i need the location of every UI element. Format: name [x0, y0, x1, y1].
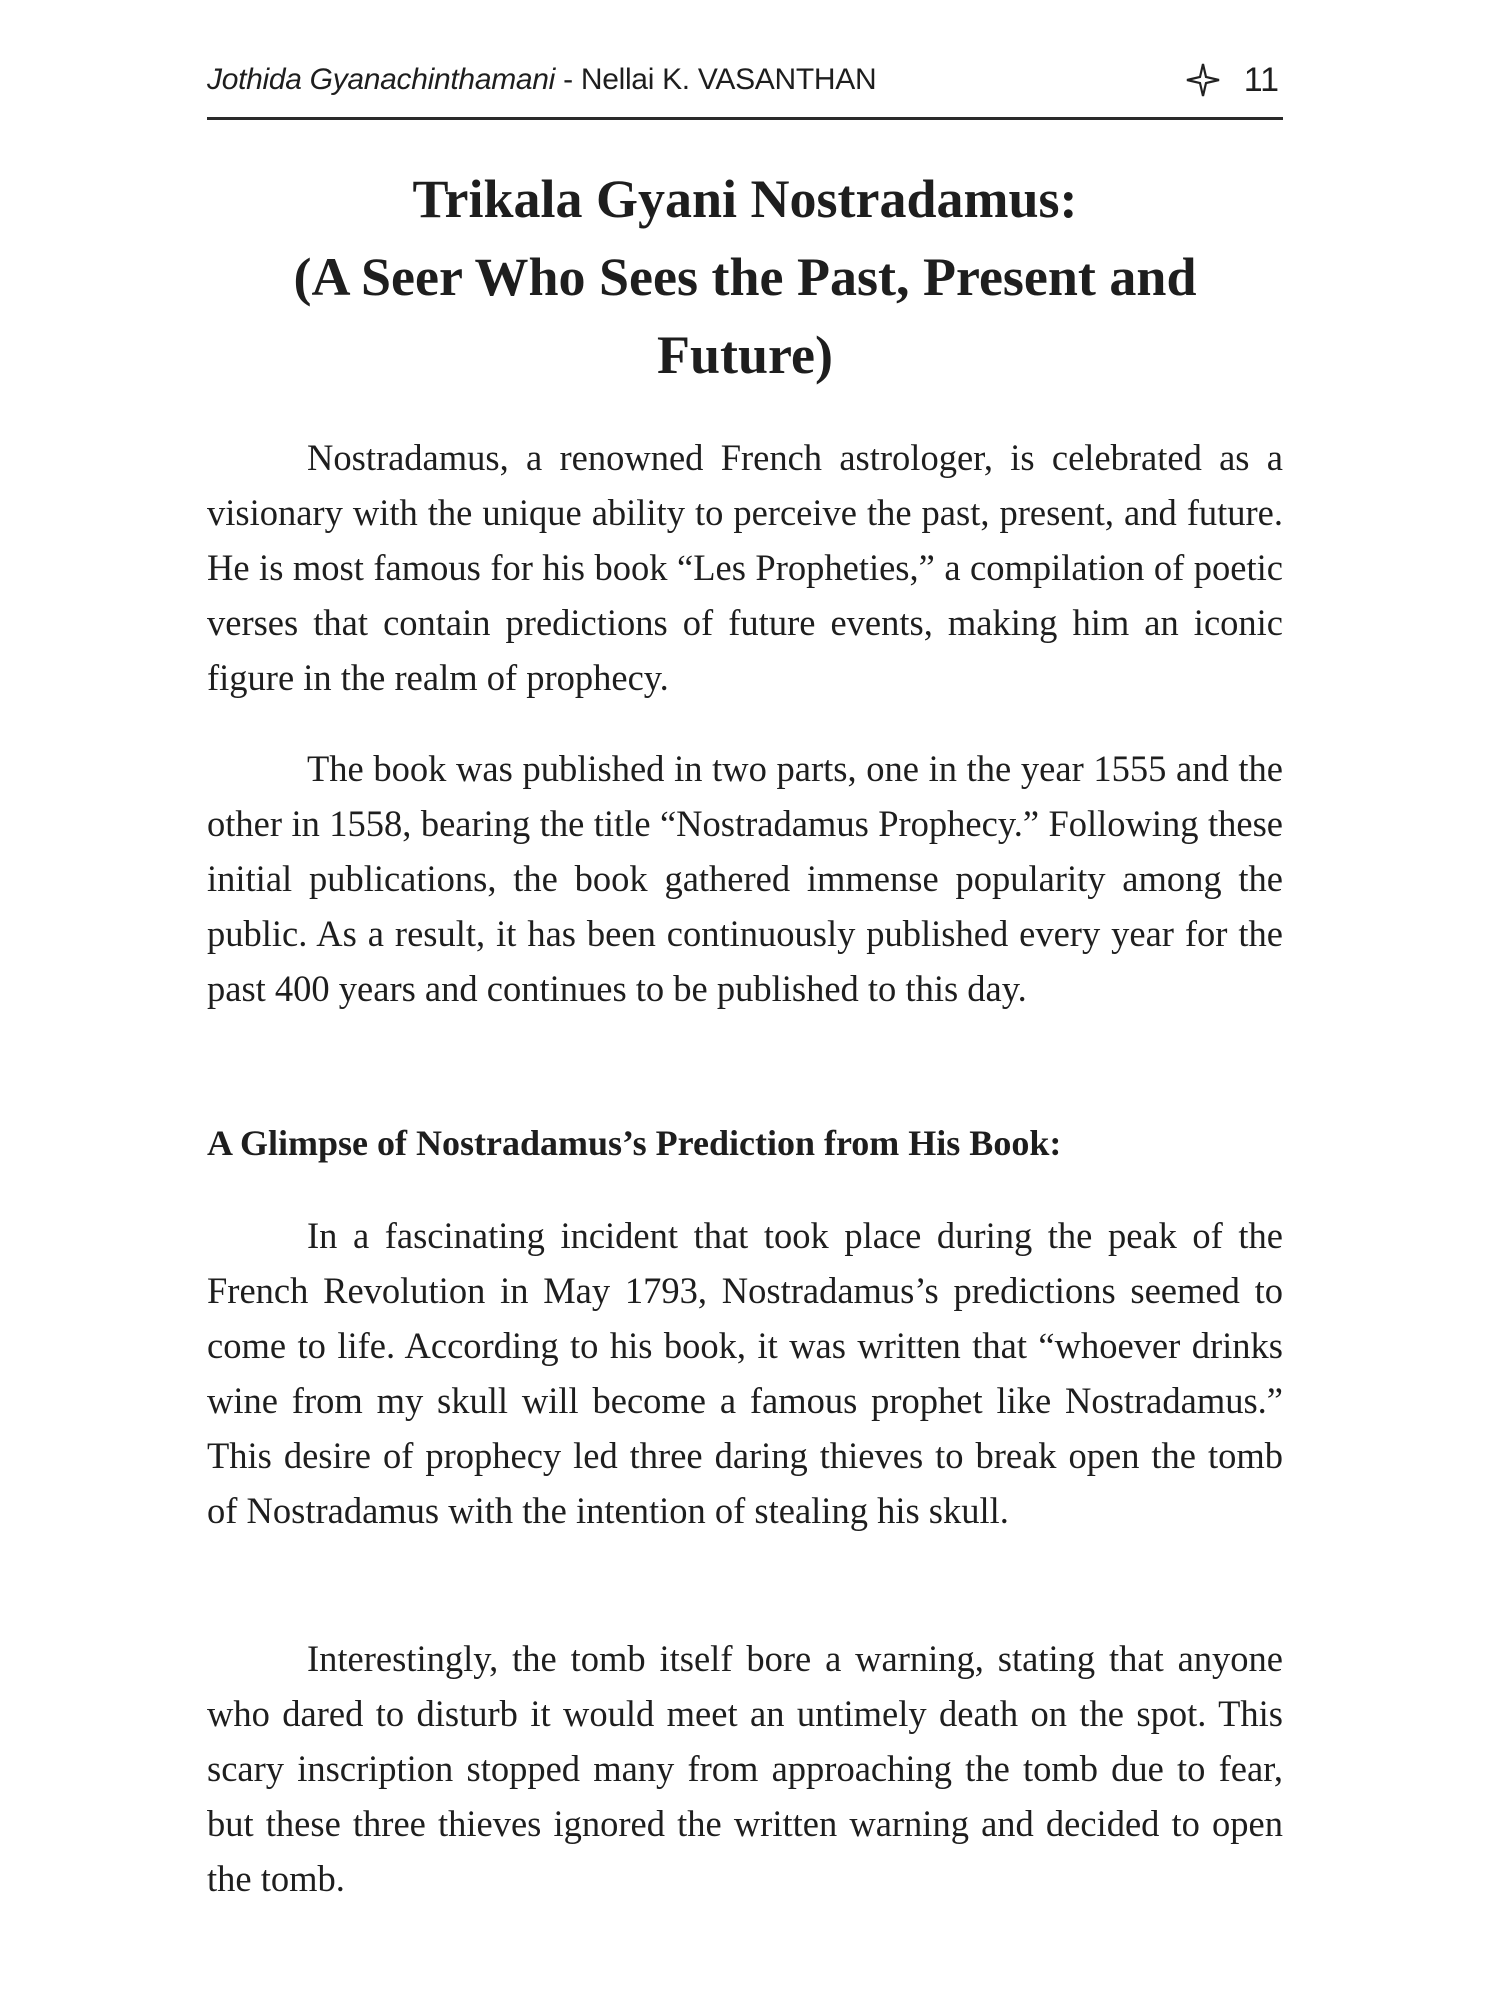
page-header: [207, 60, 1283, 120]
chapter-title-line-2: (A Seer Who Sees the Past, Present and: [293, 247, 1197, 307]
page-number-group: [1186, 60, 1279, 100]
page-number: 11: [1243, 61, 1279, 99]
four-point-star-outline-icon: [1186, 63, 1220, 97]
chapter-title: [207, 160, 1283, 394]
paragraph-1: Nostradamus, a renowned French astrologer, is celebrated as a visionary with the unique ability to perceive the past, present, and future. He is most famous for his book “Les Propheties,” a compilation of poetic verses that contain predictions of future events, making him an iconic figure in the realm of prophecy.: [207, 437, 1283, 698]
paragraph-2: The book was published in two parts, one in the year 1555 and the other in 1558, bearing the title “Nostradamus Prophecy.” Following these initial publications, the book gathered immense popularity among the public. As a result, it has been continuously published every year for the past 400 years and continues to be published to this day.: [207, 748, 1283, 1009]
author-name: Nellai K. VASANTHAN: [580, 63, 877, 96]
header-separator: -: [563, 63, 573, 96]
book-title: Jothida Gyanachinthamani: [207, 63, 556, 96]
section-subheading: A Glimpse of Nostradamus’s Prediction from His Book:: [207, 1123, 1062, 1163]
chapter-title-line-3: Future): [657, 325, 833, 385]
running-head: [207, 60, 876, 100]
paragraph-3: In a fascinating incident that took place during the peak of the French Revolution in May 1793, Nostradamus’s predictions seemed to come to life. According to his book, it was written that “whoever drinks wine from my skull will become a famous prophet like Nostradamus.” This desire of prophecy led three daring thieves to break open the tomb of Nostradamus with the intention of stealing his skull.: [207, 1215, 1283, 1531]
chapter-title-line-1: Trikala Gyani Nostradamus:: [412, 169, 1078, 229]
paragraph-4: Interestingly, the tomb itself bore a warning, stating that anyone who dared to disturb it would meet an untimely death on the spot. This scary inscription stopped many from approaching the tomb due to fear, but these three thieves ignored the written warning and decided to open the tomb.: [207, 1638, 1283, 1899]
